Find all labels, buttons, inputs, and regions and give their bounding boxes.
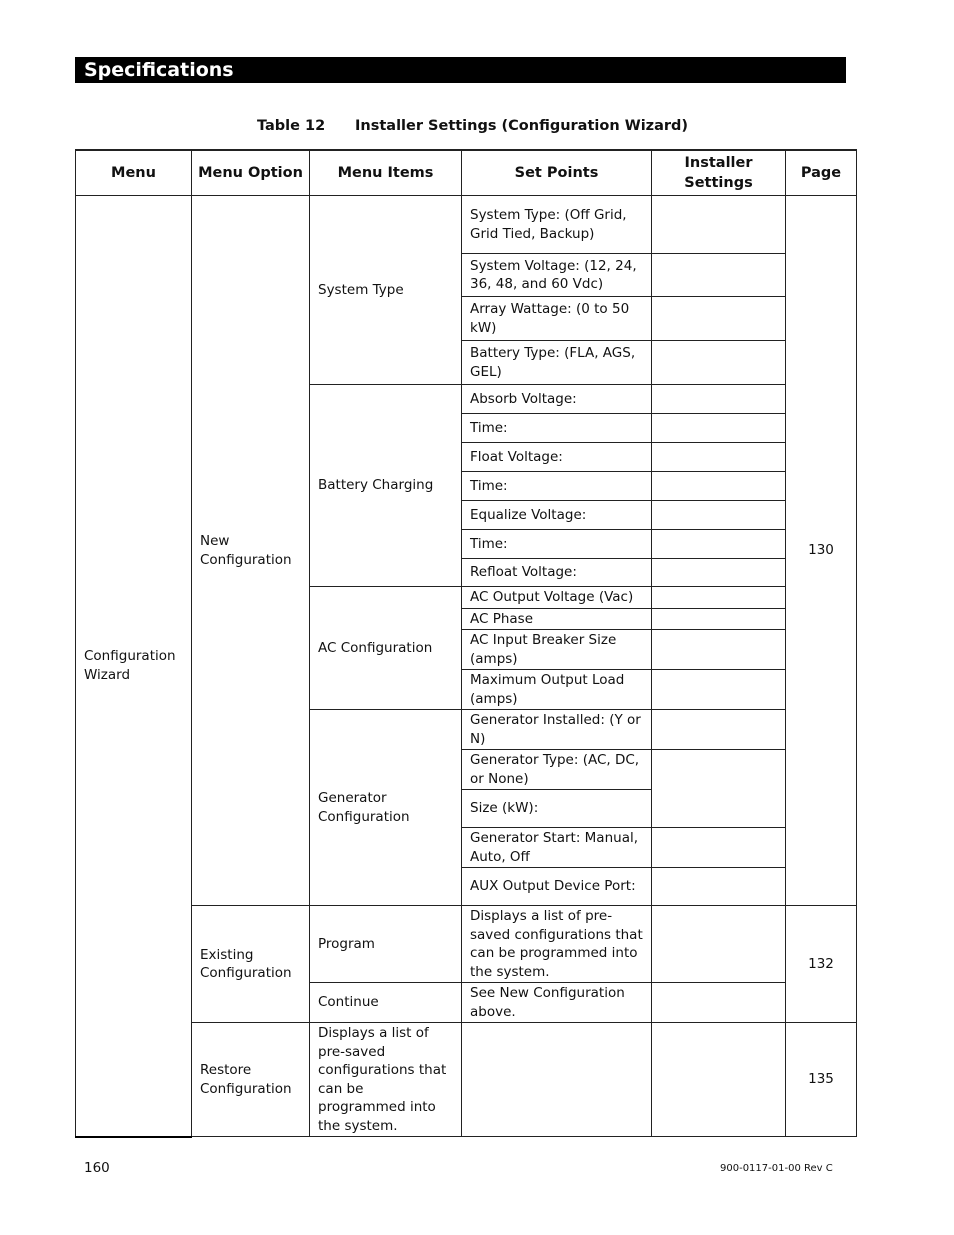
col-header-menu: Menu	[76, 150, 192, 196]
installer-setting-cell[interactable]	[652, 608, 786, 630]
setpoint-ac-input-breaker: AC Input Breaker Size (amps)	[462, 630, 652, 670]
installer-setting-cell[interactable]	[652, 414, 786, 443]
option-existing-configuration: Existing Configuration	[192, 906, 310, 1023]
setpoint-system-voltage: System Voltage: (12, 24, 36, 48, and 60 Vdc)	[462, 254, 652, 297]
setpoint-aux-output: AUX Output Device Port:	[462, 868, 652, 906]
installer-setting-cell[interactable]	[652, 1023, 786, 1137]
installer-setting-cell[interactable]	[652, 750, 786, 828]
installer-setting-cell[interactable]	[652, 587, 786, 609]
installer-setting-cell[interactable]	[652, 670, 786, 710]
document-id: 900-0117-01-00 Rev C	[720, 1163, 833, 1174]
page-existing-configuration: 132	[786, 906, 857, 1023]
installer-setting-cell[interactable]	[652, 630, 786, 670]
setpoint-equalize-time: Time:	[462, 530, 652, 559]
installer-setting-cell[interactable]	[652, 530, 786, 559]
installer-setting-cell[interactable]	[652, 501, 786, 530]
item-continue: Continue	[310, 983, 462, 1023]
setpoint-continue-desc: See New Configuration above.	[462, 983, 652, 1023]
col-header-menu-option: Menu Option	[192, 150, 310, 196]
setpoint-empty-cell	[462, 1023, 652, 1137]
setpoint-system-type: System Type: (Off Grid, Grid Tied, Backup)	[462, 196, 652, 254]
installer-settings-table	[75, 149, 857, 1138]
item-restore-desc: Displays a list of pre-saved configurations that can be programmed into the system.	[310, 1023, 462, 1137]
installer-setting-cell[interactable]	[652, 297, 786, 341]
table-row	[76, 196, 857, 254]
installer-setting-cell[interactable]	[652, 983, 786, 1023]
installer-setting-cell[interactable]	[652, 828, 786, 868]
installer-setting-cell[interactable]	[652, 385, 786, 414]
installer-setting-cell[interactable]	[652, 254, 786, 297]
installer-setting-cell[interactable]	[652, 196, 786, 254]
setpoint-program-desc: Displays a list of pre-saved configurations that can be programmed into the system.	[462, 906, 652, 983]
setpoint-absorb-time: Time:	[462, 414, 652, 443]
setpoint-equalize-voltage: Equalize Voltage:	[462, 501, 652, 530]
col-header-set-points: Set Points	[462, 150, 652, 196]
item-battery-charging: Battery Charging	[310, 385, 462, 587]
installer-setting-cell[interactable]	[652, 559, 786, 587]
installer-setting-cell[interactable]	[652, 906, 786, 983]
setpoint-float-time: Time:	[462, 472, 652, 501]
item-system-type: System Type	[310, 196, 462, 385]
page-number: 160	[84, 1160, 110, 1176]
installer-setting-cell[interactable]	[652, 341, 786, 385]
section-title: Specifications	[75, 57, 846, 83]
setpoint-absorb-voltage: Absorb Voltage:	[462, 385, 652, 414]
setpoint-max-output-load: Maximum Output Load (amps)	[462, 670, 652, 710]
installer-setting-cell[interactable]	[652, 710, 786, 750]
page-restore-configuration: 135	[786, 1023, 857, 1137]
menu-cell: Configuration Wizard	[76, 196, 192, 1137]
setpoint-generator-start: Generator Start: Manual, Auto, Off	[462, 828, 652, 868]
table-header-row	[76, 150, 857, 196]
table-row	[76, 906, 857, 983]
item-ac-configuration: AC Configuration	[310, 587, 462, 710]
table-number: Table 12	[257, 118, 326, 134]
installer-setting-cell[interactable]	[652, 443, 786, 472]
setpoint-ac-phase: AC Phase	[462, 608, 652, 630]
setpoint-battery-type: Battery Type: (FLA, AGS, GEL)	[462, 341, 652, 385]
table-title: Installer Settings (Configuration Wizard)	[355, 118, 689, 134]
option-new-configuration: New Configuration	[192, 196, 310, 906]
setpoint-size-kw: Size (kW):	[462, 790, 652, 828]
setpoint-refloat-voltage: Refloat Voltage:	[462, 559, 652, 587]
installer-setting-cell[interactable]	[652, 868, 786, 906]
option-restore-configuration: Restore Configuration	[192, 1023, 310, 1137]
item-generator-configuration: Generator Configuration	[310, 710, 462, 906]
col-header-installer-settings: Installer Settings	[652, 150, 786, 196]
table-caption	[257, 118, 688, 134]
installer-setting-cell[interactable]	[652, 472, 786, 501]
col-header-menu-items: Menu Items	[310, 150, 462, 196]
setpoint-array-wattage: Array Wattage: (0 to 50 kW)	[462, 297, 652, 341]
page-new-configuration: 130	[786, 196, 857, 906]
setpoint-generator-type: Generator Type: (AC, DC, or None)	[462, 750, 652, 790]
setpoint-ac-output-voltage: AC Output Voltage (Vac)	[462, 587, 652, 609]
setpoint-float-voltage: Float Voltage:	[462, 443, 652, 472]
item-program: Program	[310, 906, 462, 983]
table-row	[76, 1023, 857, 1137]
col-header-page: Page	[786, 150, 857, 196]
setpoint-generator-installed: Generator Installed: (Y or N)	[462, 710, 652, 750]
